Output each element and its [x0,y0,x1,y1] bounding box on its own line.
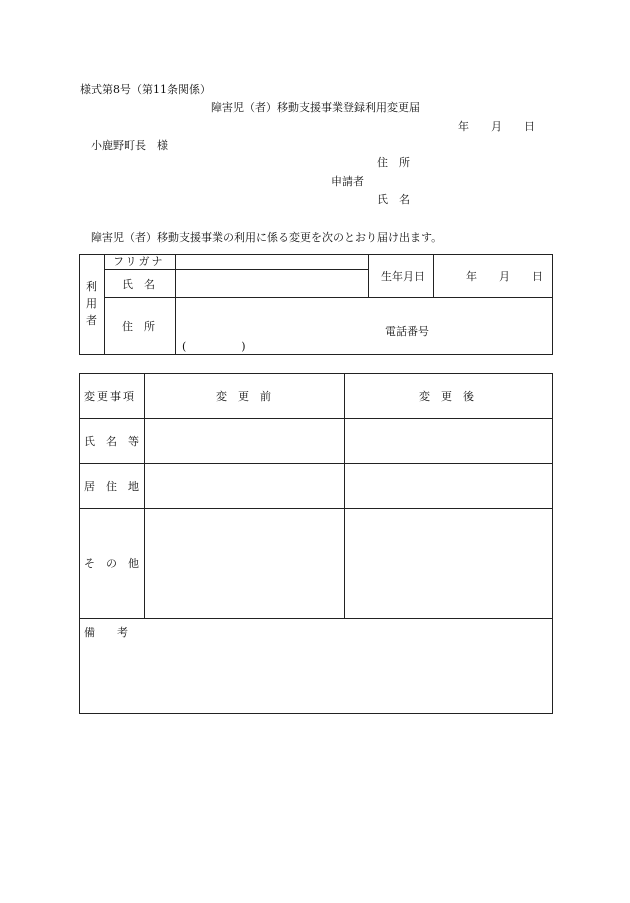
row-name-label: 氏 名 等 [84,435,139,448]
name-before-field[interactable] [145,419,344,463]
form-number: 様式第8号（第11条関係） [80,83,211,96]
row-residence-label: 居 住 地 [84,480,139,493]
statement: 障害児（者）移動支援事業の利用に係る変更を次のとおり届け出ます。 [91,231,443,244]
applicant-label: 申請者 [331,175,364,188]
date-line: 年 月 日 [458,120,535,133]
other-after-field[interactable] [345,509,552,618]
user-side-label-1: 利 [86,280,97,293]
applicant-address-label: 住 所 [377,156,410,169]
user-side-label-3: 者 [86,314,97,327]
col-after-header: 変 更 後 [419,390,474,403]
residence-after-field[interactable] [345,464,552,508]
phone-field[interactable]: ( ) [182,340,246,353]
remarks-field[interactable] [80,640,552,712]
other-before-field[interactable] [145,509,344,618]
remarks-label: 備 考 [84,626,128,639]
form-title: 障害児（者）移動支援事業登録利用変更届 [211,101,420,114]
birthdate-label: 生年月日 [381,270,425,283]
phone-label: 電話番号 [385,325,429,338]
address-label: 住 所 [122,320,155,333]
furigana-label: フリガナ [113,255,165,268]
col-before-header: 変 更 前 [216,390,271,403]
furigana-field[interactable] [176,255,367,269]
col-item-header: 変更事項 [84,390,136,403]
residence-before-field[interactable] [145,464,344,508]
user-side-label-2: 用 [86,297,97,310]
row-other-label: そ の 他 [84,557,139,570]
name-field[interactable] [176,270,367,297]
birthdate-value[interactable]: 年 月 日 [466,270,543,283]
addressee: 小鹿野町長 様 [91,139,168,152]
applicant-name-label: 氏 名 [377,193,410,206]
name-after-field[interactable] [345,419,552,463]
name-label: 氏 名 [122,278,155,291]
